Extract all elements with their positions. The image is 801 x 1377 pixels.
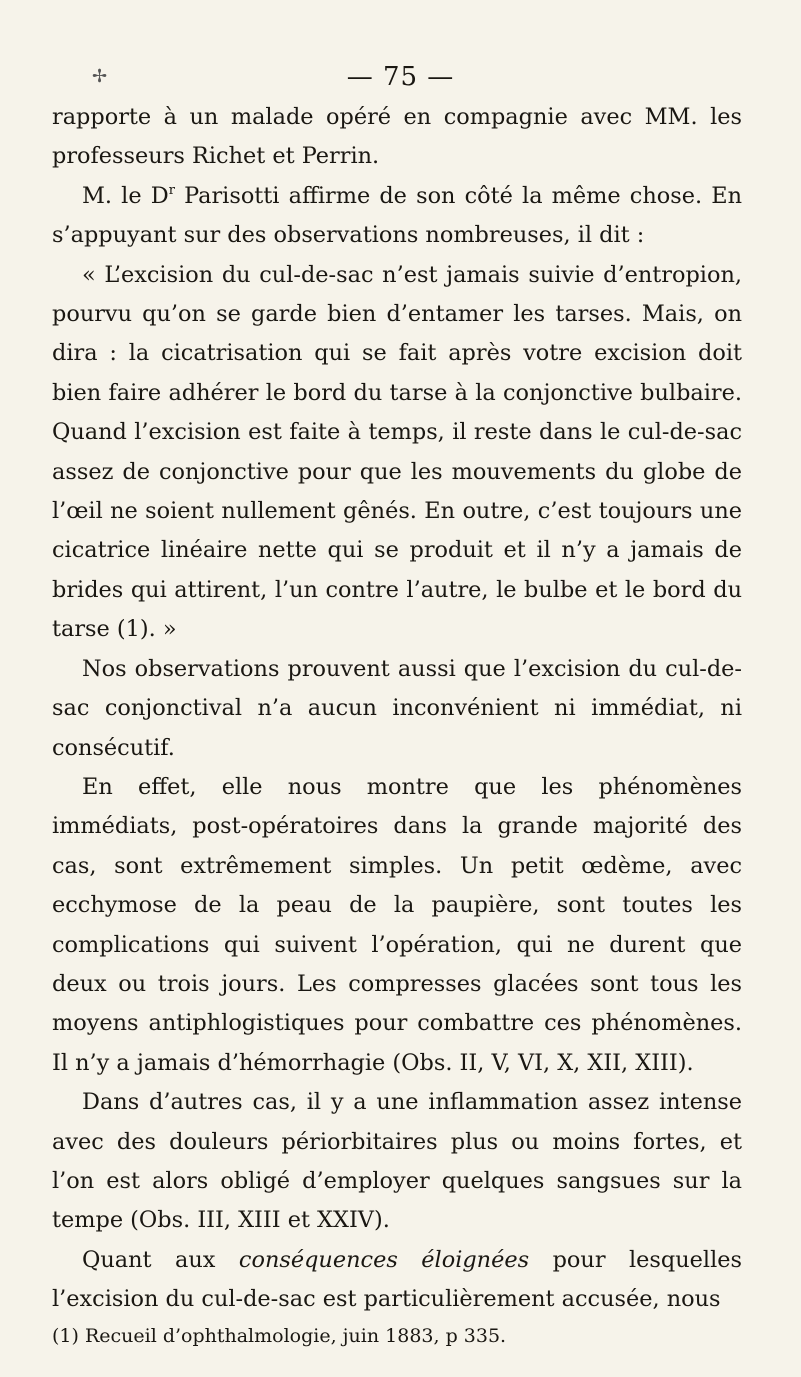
page-number: — 75 — — [346, 62, 455, 92]
paragraph-body: Parisotti affirme de son côté la même chose. En s’appuyant sur des observations nombreuses, il dit : — [52, 182, 742, 249]
superscript: r — [168, 182, 175, 198]
paragraph-parisotti — [52, 177, 742, 256]
paragraph-continuation: rapporte à un malade opéré en compagnie avec MM. les professeurs Richet et Perrin. — [52, 104, 742, 170]
paragraph-body: pour lesquelles l’excision du cul-de-sac est particulièrement accusée, nous — [52, 1246, 742, 1313]
paragraph-prefix: M. le D — [82, 182, 169, 209]
footnote: (1) Recueil d’ophthalmologie, juin 1883, p 335. — [52, 1325, 507, 1347]
paragraph-observations: Nos observations prouvent aussi que l’excision du cul-de-sac conjonctival n’a aucun inconvénient ni immédiat, ni consécutif. — [52, 655, 742, 761]
paragraph-inflammation: Dans d’autres cas, il y a une inflammation assez intense avec des douleurs périorbitaires plus ou moins fortes, et l’on est alors obligé d’employer quelques sangsues sur la tempe (Obs. III, XIII et XXIV). — [52, 1089, 742, 1234]
paragraph-prefix: Quant aux — [82, 1246, 239, 1273]
emphasis-text: conséquences éloignées — [238, 1246, 530, 1273]
margin-mark: ✢ — [92, 66, 108, 87]
paragraph-quotation: « L’excision du cul-de-sac n’est jamais suivie d’entropion, pourvu qu’on se garde bien d’entamer les tarses. Mais, on dira : la cicatrisation qui se fait après votre excision doit bien faire adhérer le bord du tarse à la conjonctive bulbaire. Quand l’excision est faite à temps, il reste dans le cul-de-sac assez de conjonctive pour que les mouvements du globe de l’œil ne soient nullement gênés. En outre, c’est toujours une cicatrice linéaire nette qui se produit et il n’y a jamais de brides qui attirent, l’un contre l’autre, le bulbe et le bord du tarse (1). » — [52, 261, 742, 643]
paragraph-consequences — [52, 1241, 742, 1320]
paragraph-immediate-effects: En effet, elle nous montre que les phénomènes immédiats, post-opératoires dans la grande majorité des cas, sont extrêmement simples. Un petit œdème, avec ecchymose de la peau de la paupière, sont toutes les complications qui suivent l’opération, qui ne durent que deux ou trois jours. Les compresses glacées sont tous les moyens antiphlogistiques pour combattre ces phénomènes. Il n’y a jamais d’hémorrhagie (Obs. II, V, VI, X, XII, XIII). — [52, 773, 742, 1076]
body-text — [52, 98, 742, 1320]
